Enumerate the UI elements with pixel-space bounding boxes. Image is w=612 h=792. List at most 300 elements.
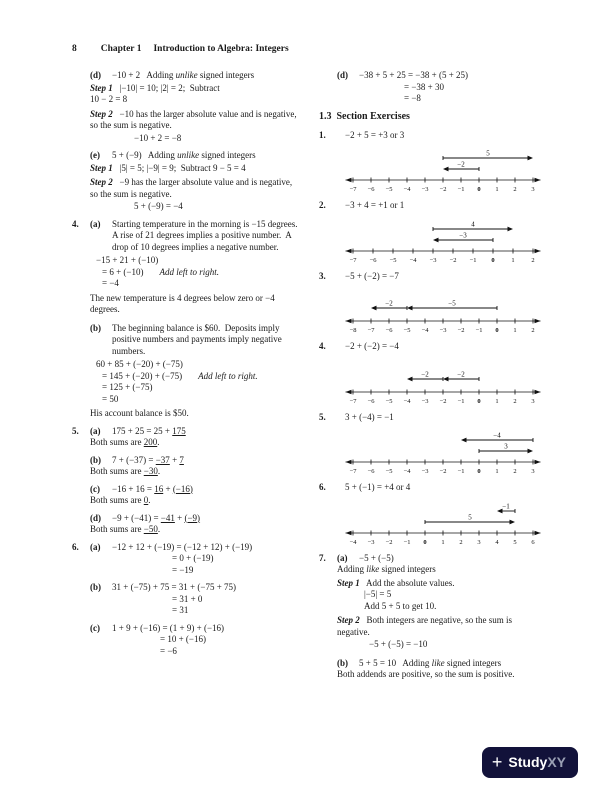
text-line bbox=[72, 605, 299, 617]
svg-text:−4: −4 bbox=[403, 397, 411, 405]
text-block bbox=[319, 70, 546, 105]
number-line-figure bbox=[343, 218, 546, 267]
svg-text:−2: −2 bbox=[439, 186, 447, 193]
svg-text:−5: −5 bbox=[389, 256, 397, 264]
item-number: 6. bbox=[319, 482, 326, 492]
svg-text:−3: −3 bbox=[367, 538, 375, 546]
text-run: . bbox=[157, 466, 161, 476]
text-line bbox=[72, 109, 299, 132]
text-run: 7 + (−37) = bbox=[112, 454, 156, 465]
text-block bbox=[72, 150, 299, 213]
item-number: 1. bbox=[319, 129, 326, 140]
number-line-svg bbox=[343, 218, 543, 265]
line-content bbox=[337, 578, 546, 590]
text-line bbox=[319, 482, 546, 494]
text-run: −2 + 5 = +3 or 3 bbox=[345, 129, 405, 140]
line-content bbox=[90, 177, 299, 200]
line-content bbox=[112, 70, 299, 82]
text-run: Step 1 bbox=[337, 577, 360, 588]
text-line bbox=[72, 495, 299, 507]
text-run: |−5| = 5 bbox=[364, 589, 392, 599]
line-content bbox=[345, 200, 546, 212]
logo-text-study: Study bbox=[508, 754, 548, 770]
line-content bbox=[172, 553, 299, 565]
svg-text:−2: −2 bbox=[457, 327, 465, 334]
number-line-figure bbox=[343, 147, 546, 196]
text-run: 10 − 2 = 8 bbox=[90, 94, 128, 104]
svg-text:−1: −1 bbox=[457, 186, 465, 193]
text-line bbox=[72, 394, 299, 406]
svg-text:−8: −8 bbox=[349, 327, 357, 334]
svg-text:2: 2 bbox=[531, 327, 535, 334]
text-run: + bbox=[163, 483, 173, 494]
text-line bbox=[319, 93, 546, 105]
text-run: 175 bbox=[172, 425, 186, 436]
svg-text:2: 2 bbox=[513, 468, 517, 475]
section-heading: 1.3 Section Exercises bbox=[319, 110, 410, 122]
line-content bbox=[90, 437, 299, 449]
text-line bbox=[72, 408, 299, 420]
text-line bbox=[72, 255, 299, 267]
studyxy-logo bbox=[482, 747, 578, 778]
text-run: −37 bbox=[155, 454, 170, 465]
item-label: (b) bbox=[90, 582, 101, 592]
svg-text:−1: −1 bbox=[457, 468, 465, 475]
text-block bbox=[72, 218, 302, 420]
text-run: = 145 + (−20) + (−75) bbox=[102, 370, 183, 381]
text-run: 5 + (−9) Adding bbox=[112, 150, 178, 160]
svg-text:1: 1 bbox=[511, 256, 515, 264]
text-run: Step 2 bbox=[337, 615, 360, 625]
text-run: = 125 + (−75) bbox=[102, 382, 153, 392]
number-line-svg bbox=[343, 147, 543, 194]
text-run: = −19 bbox=[172, 564, 194, 575]
svg-text:−4: −4 bbox=[421, 327, 429, 334]
text-run: 16 bbox=[154, 483, 164, 494]
svg-text:−5: −5 bbox=[385, 468, 393, 475]
svg-text:−7: −7 bbox=[349, 468, 357, 475]
text-run: = 31 bbox=[172, 605, 189, 615]
svg-text:−3: −3 bbox=[421, 468, 429, 475]
text-run: Both sums are bbox=[90, 437, 144, 447]
text-block bbox=[72, 542, 299, 658]
svg-text:−4: −4 bbox=[409, 256, 417, 264]
number-line-figure bbox=[343, 429, 546, 478]
line-content bbox=[172, 594, 299, 606]
text-line bbox=[72, 426, 299, 438]
text-run: −2 + (−2) = −4 bbox=[345, 341, 399, 351]
text-run: Step 2 bbox=[90, 177, 113, 187]
text-line bbox=[72, 150, 299, 162]
svg-text:−2: −2 bbox=[385, 299, 393, 308]
text-line bbox=[319, 70, 546, 82]
svg-text:−2: −2 bbox=[457, 370, 465, 378]
line-content bbox=[90, 293, 299, 316]
text-run: Both integers are negative, so the sum is negative. bbox=[337, 615, 515, 637]
line-content bbox=[96, 359, 299, 371]
line-content bbox=[102, 278, 299, 290]
svg-text:0: 0 bbox=[477, 468, 481, 475]
text-run: −30 bbox=[143, 466, 158, 476]
text-line bbox=[72, 133, 299, 145]
text-run: 5 + 5 = 10 Adding bbox=[359, 657, 432, 668]
svg-text:−6: −6 bbox=[367, 397, 375, 405]
text-line bbox=[72, 359, 299, 371]
svg-text:−4: −4 bbox=[403, 186, 411, 193]
text-run: −3 + 4 = +1 or 1 bbox=[345, 200, 405, 210]
text-run: −10 + 2 Adding bbox=[112, 70, 176, 80]
text-run: signed integers bbox=[199, 150, 256, 160]
svg-text:1: 1 bbox=[513, 327, 517, 334]
line-content bbox=[364, 589, 546, 601]
text-line bbox=[72, 177, 299, 200]
svg-text:5: 5 bbox=[486, 149, 490, 158]
text-run: Adding bbox=[337, 564, 367, 574]
text-line bbox=[319, 589, 546, 601]
number-line-svg bbox=[343, 288, 543, 335]
text-line bbox=[72, 371, 299, 383]
text-run: His account balance is $50. bbox=[90, 408, 189, 418]
text-line bbox=[319, 341, 546, 353]
text-run: −50 bbox=[143, 524, 158, 534]
left-column bbox=[72, 70, 302, 687]
text-line bbox=[72, 70, 299, 82]
chapter-label: Chapter 1 bbox=[100, 44, 142, 54]
svg-text:−2: −2 bbox=[385, 538, 393, 546]
svg-text:0: 0 bbox=[477, 397, 481, 405]
line-content bbox=[112, 623, 299, 635]
text-run: = −6 bbox=[160, 645, 177, 656]
text-run: −10 + 2 = −8 bbox=[134, 132, 182, 143]
item-label: (d) bbox=[90, 70, 101, 80]
text-run: 5 + (−1) = +4 or 4 bbox=[345, 482, 411, 492]
logo-text-xy: XY bbox=[547, 754, 566, 770]
text-block bbox=[319, 482, 546, 494]
item-number: 6. bbox=[72, 541, 79, 552]
text-line bbox=[72, 455, 299, 467]
text-run: |5| = 5; |−9| = 9; Subtract 9 − 5 = 4 bbox=[112, 162, 246, 173]
svg-text:2: 2 bbox=[531, 256, 535, 264]
text-line bbox=[72, 646, 299, 658]
text-line bbox=[72, 582, 299, 594]
text-run: + bbox=[174, 512, 185, 523]
text-line bbox=[319, 200, 546, 212]
text-line bbox=[72, 623, 299, 635]
text-run: = 0 + (−19) bbox=[172, 553, 214, 563]
text-run: −5 + (−5) bbox=[359, 552, 394, 563]
text-line bbox=[319, 412, 546, 424]
text-line bbox=[72, 542, 299, 554]
number-line-svg bbox=[343, 429, 543, 476]
text-run: signed integers bbox=[379, 564, 436, 574]
page-number: 8 bbox=[72, 44, 77, 54]
page-header bbox=[72, 44, 548, 54]
text-run: The new temperature is 4 degrees below zero or −4 degrees. bbox=[90, 292, 278, 314]
text-line bbox=[319, 615, 546, 638]
item-number: 4. bbox=[319, 341, 326, 351]
text-line bbox=[72, 524, 299, 536]
text-line bbox=[72, 594, 299, 606]
line-content bbox=[112, 582, 299, 594]
line-content bbox=[112, 484, 299, 496]
text-line bbox=[319, 553, 546, 565]
item-number: 3. bbox=[319, 270, 326, 281]
text-run: Add the absolute values. bbox=[359, 577, 455, 588]
text-line bbox=[72, 267, 299, 279]
svg-text:−1: −1 bbox=[502, 502, 510, 510]
svg-text:−7: −7 bbox=[349, 397, 357, 405]
line-content bbox=[359, 553, 546, 565]
text-run: = −4 bbox=[102, 278, 119, 288]
item-number: 5. bbox=[72, 425, 79, 436]
svg-text:0: 0 bbox=[423, 538, 427, 546]
svg-text:−1: −1 bbox=[469, 256, 477, 264]
svg-text:−4: −4 bbox=[349, 538, 357, 546]
text-block bbox=[72, 426, 299, 536]
svg-text:1: 1 bbox=[495, 397, 499, 405]
svg-text:−5: −5 bbox=[385, 397, 393, 405]
text-run: signed integers bbox=[444, 657, 502, 668]
line-content bbox=[102, 371, 299, 383]
text-run: Step 1 bbox=[90, 82, 113, 93]
text-run: = −8 bbox=[404, 93, 421, 103]
item-label: (c) bbox=[90, 622, 100, 633]
text-run: signed integers bbox=[197, 70, 255, 80]
text-line bbox=[72, 323, 299, 358]
text-run: Both sums are bbox=[90, 524, 144, 534]
text-line bbox=[72, 634, 299, 646]
line-content bbox=[369, 639, 546, 651]
text-run: −41 bbox=[160, 512, 175, 523]
item-label: (a) bbox=[90, 425, 101, 436]
text-block bbox=[319, 200, 546, 212]
svg-text:−2: −2 bbox=[457, 160, 465, 169]
svg-text:−4: −4 bbox=[493, 431, 501, 440]
svg-text:−2: −2 bbox=[439, 468, 447, 475]
svg-text:4: 4 bbox=[495, 538, 499, 546]
text-run: like bbox=[431, 657, 445, 668]
line-content bbox=[172, 605, 299, 617]
line-content bbox=[112, 218, 302, 254]
item-label: (b) bbox=[90, 454, 101, 465]
line-content bbox=[112, 542, 299, 554]
text-line bbox=[72, 201, 299, 213]
plus-icon: + bbox=[491, 752, 503, 772]
svg-text:−1: −1 bbox=[475, 327, 483, 334]
svg-text:0: 0 bbox=[477, 186, 481, 193]
svg-text:−2: −2 bbox=[449, 256, 457, 264]
line-content bbox=[337, 564, 546, 576]
text-run: Both sums are bbox=[90, 495, 144, 505]
margin-note: Add left to right. bbox=[159, 266, 219, 277]
text-line bbox=[72, 94, 299, 106]
line-content bbox=[102, 394, 299, 406]
text-line bbox=[72, 466, 299, 478]
line-content bbox=[90, 524, 299, 536]
line-content bbox=[102, 267, 299, 279]
text-run: 175 + 25 = 25 + bbox=[112, 425, 173, 436]
chapter-title: Introduction to Algebra: Integers bbox=[153, 44, 289, 54]
item-number: 4. bbox=[72, 218, 79, 229]
text-run: Both addends are positive, so the sum is positive. bbox=[337, 669, 515, 679]
right-column bbox=[319, 70, 546, 687]
line-content bbox=[134, 133, 299, 145]
line-content bbox=[112, 426, 299, 438]
line-content bbox=[90, 83, 299, 95]
text-run: −16 + 16 = bbox=[112, 483, 155, 494]
text-run: −5 + (−2) = −7 bbox=[345, 270, 399, 281]
svg-text:−3: −3 bbox=[421, 397, 429, 405]
item-label: (b) bbox=[337, 657, 348, 668]
svg-text:−3: −3 bbox=[429, 256, 437, 264]
text-block bbox=[319, 271, 546, 283]
svg-text:−2: −2 bbox=[439, 397, 447, 405]
number-line-svg bbox=[343, 359, 543, 406]
item-label: (b) bbox=[90, 322, 101, 333]
text-run: + bbox=[169, 454, 180, 465]
text-line bbox=[319, 578, 546, 590]
text-run: −9 + (−41) = bbox=[112, 512, 161, 523]
svg-text:3: 3 bbox=[531, 186, 535, 193]
text-run: (−9) bbox=[184, 512, 201, 523]
text-run: = 31 + 0 bbox=[172, 593, 203, 604]
text-run: Step 2 bbox=[90, 108, 113, 119]
svg-text:−3: −3 bbox=[459, 231, 467, 239]
line-content bbox=[345, 341, 546, 353]
text-run: 31 + (−75) + 75 = 31 + (−75 + 75) bbox=[112, 582, 237, 592]
text-line bbox=[319, 130, 546, 142]
text-run: unlike bbox=[175, 70, 198, 80]
line-content bbox=[112, 513, 299, 525]
text-line bbox=[72, 553, 299, 565]
text-run: −5 + (−5) = −10 bbox=[369, 639, 428, 649]
text-line bbox=[72, 484, 299, 496]
text-line bbox=[319, 271, 546, 283]
text-run: 7 bbox=[179, 454, 184, 465]
text-run: −38 + 5 + 25 = −38 + (5 + 25) bbox=[359, 70, 469, 80]
text-run: Starting temperature in the morning is −15 degrees. A rise of 21 degrees implies a positive number. A drop of 10 degrees implies a negative number. bbox=[112, 218, 302, 252]
line-content bbox=[160, 646, 299, 658]
svg-text:1: 1 bbox=[441, 538, 445, 546]
text-run: 3 + (−4) = −1 bbox=[345, 411, 394, 422]
line-content bbox=[345, 271, 546, 283]
number-line-figure bbox=[343, 500, 546, 549]
text-run: = 6 + (−10) bbox=[102, 266, 144, 277]
svg-text:−7: −7 bbox=[349, 186, 357, 193]
svg-text:−7: −7 bbox=[349, 256, 357, 264]
svg-text:3: 3 bbox=[531, 397, 535, 405]
item-label: (c) bbox=[90, 483, 100, 494]
svg-text:−6: −6 bbox=[367, 186, 375, 193]
text-line bbox=[72, 278, 299, 290]
line-content bbox=[112, 323, 299, 358]
text-run: = 10 + (−16) bbox=[160, 634, 206, 644]
svg-text:−6: −6 bbox=[369, 256, 377, 264]
svg-text:−1: −1 bbox=[403, 538, 411, 546]
line-content bbox=[112, 455, 299, 467]
line-content bbox=[90, 495, 299, 507]
line-content bbox=[404, 82, 546, 94]
line-content bbox=[364, 601, 546, 613]
line-content bbox=[404, 93, 546, 105]
svg-text:5: 5 bbox=[468, 513, 472, 521]
text-line bbox=[319, 658, 546, 670]
text-block bbox=[72, 70, 299, 144]
svg-text:4: 4 bbox=[471, 220, 475, 228]
text-run: 200 bbox=[143, 437, 158, 447]
text-run: |−10| = 10; |2| = 2; Subtract bbox=[112, 82, 220, 93]
text-line bbox=[319, 669, 546, 681]
svg-text:3: 3 bbox=[531, 468, 535, 475]
text-run: 60 + 85 + (−20) + (−75) bbox=[96, 359, 183, 369]
svg-text:−1: −1 bbox=[457, 397, 465, 405]
text-line bbox=[72, 163, 299, 175]
item-label: (a) bbox=[90, 218, 101, 229]
text-line bbox=[72, 513, 299, 525]
line-content bbox=[134, 201, 299, 213]
text-run: The beginning balance is $60. Deposits imply positive numbers and payments imply negative numbers. bbox=[112, 322, 284, 356]
margin-note: Add left to right. bbox=[198, 370, 258, 381]
line-content bbox=[112, 150, 299, 162]
svg-text:2: 2 bbox=[459, 538, 463, 546]
line-content bbox=[90, 109, 299, 132]
item-number: 5. bbox=[319, 411, 326, 422]
text-run: (−16) bbox=[172, 483, 193, 494]
svg-text:−3: −3 bbox=[439, 327, 447, 334]
text-run: unlike bbox=[177, 150, 200, 160]
text-line bbox=[319, 639, 546, 651]
svg-text:2: 2 bbox=[513, 397, 517, 405]
svg-text:−3: −3 bbox=[421, 186, 429, 193]
line-content bbox=[96, 255, 299, 267]
text-run: −9 has the larger absolute value and is negative, so the sum is negative. bbox=[90, 177, 295, 199]
line-content bbox=[90, 466, 299, 478]
text-run: . bbox=[157, 524, 161, 534]
text-line bbox=[319, 601, 546, 613]
text-line bbox=[319, 564, 546, 576]
svg-text:−5: −5 bbox=[448, 299, 456, 308]
text-run: Both sums are bbox=[90, 466, 144, 476]
svg-text:−5: −5 bbox=[385, 186, 393, 193]
line-content bbox=[345, 482, 546, 494]
number-line-svg bbox=[343, 500, 543, 547]
text-line bbox=[72, 382, 299, 394]
svg-text:5: 5 bbox=[513, 538, 517, 546]
line-content bbox=[337, 669, 546, 681]
text-run: 5 + (−9) = −4 bbox=[134, 201, 183, 211]
line-content bbox=[359, 70, 546, 82]
svg-text:1: 1 bbox=[495, 186, 499, 193]
item-label: (d) bbox=[90, 512, 101, 523]
line-content bbox=[359, 658, 546, 670]
text-line bbox=[72, 565, 299, 577]
svg-text:−6: −6 bbox=[385, 327, 393, 334]
svg-text:1: 1 bbox=[495, 468, 499, 475]
line-content bbox=[345, 130, 546, 142]
line-content bbox=[90, 408, 299, 420]
text-run: Add 5 + 5 to get 10. bbox=[364, 600, 437, 611]
svg-text:2: 2 bbox=[513, 186, 517, 193]
text-run: −10 has the larger absolute value and is negative, so the sum is negative. bbox=[90, 108, 299, 130]
svg-text:3: 3 bbox=[504, 442, 508, 451]
svg-text:0: 0 bbox=[495, 327, 499, 334]
item-label: (a) bbox=[90, 541, 101, 552]
text-line bbox=[72, 218, 302, 254]
line-content bbox=[102, 382, 299, 394]
two-column-layout bbox=[72, 70, 548, 687]
text-line bbox=[72, 83, 299, 95]
svg-text:0: 0 bbox=[491, 256, 495, 264]
